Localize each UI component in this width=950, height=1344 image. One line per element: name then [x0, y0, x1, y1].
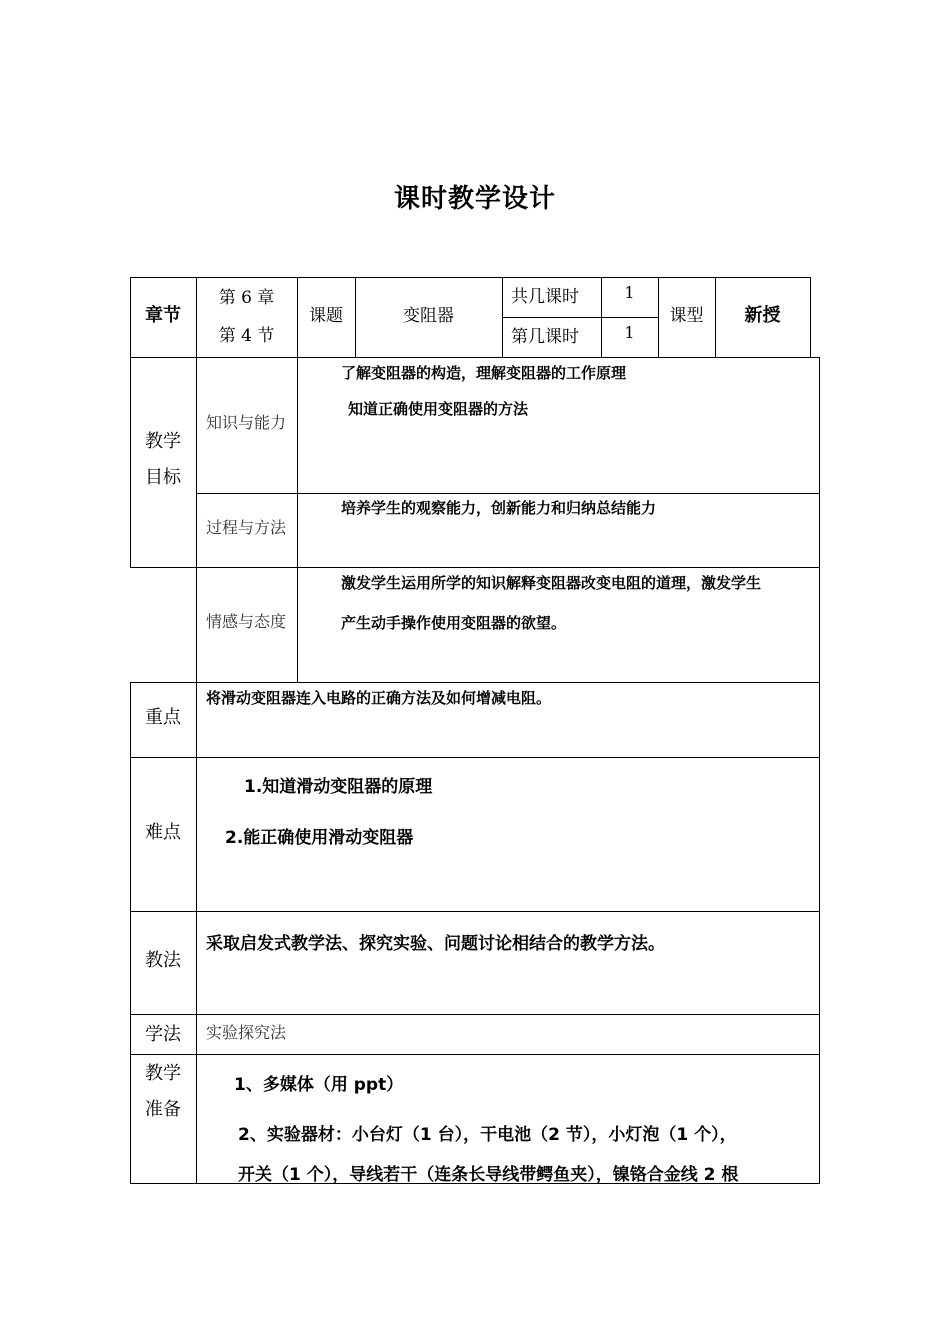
knowledge-text-2: 知道正确使用变阻器的方法	[348, 400, 529, 418]
lesson-type-value: 新授	[744, 305, 781, 326]
learning-method-text: 实验探究法	[206, 1023, 287, 1042]
knowledge-label: 知识与能力	[206, 413, 287, 432]
section-number: 第 4 节	[218, 326, 275, 346]
difficulty-text-2: 2.能正确使用滑动变阻器	[225, 828, 414, 848]
learning-method-label: 学法	[145, 1024, 181, 1045]
hour-number-label: 第几课时	[511, 327, 579, 347]
preparation-text-1: 1、多媒体（用 ppt）	[234, 1075, 404, 1095]
chapter-label: 章节	[145, 305, 181, 326]
difficulty-label: 难点	[145, 822, 181, 843]
chapter-number: 第 6 章	[218, 288, 275, 308]
topic-value: 变阻器	[403, 306, 454, 326]
hour-number-value: 1	[624, 323, 635, 342]
emotion-label: 情感与态度	[206, 612, 287, 631]
process-text: 培养学生的观察能力，创新能力和归纳总结能力	[341, 499, 657, 517]
objectives-label-line1: 教学	[145, 431, 181, 452]
difficulty-text-1: 1.知道滑动变阻器的原理	[244, 777, 433, 797]
key-point-label: 重点	[145, 707, 181, 728]
knowledge-text-1: 了解变阻器的构造，理解变阻器的工作原理	[341, 364, 627, 382]
teaching-method-label: 教法	[145, 950, 181, 971]
emotion-text-2: 产生动手操作使用变阻器的欲望。	[341, 614, 567, 632]
objectives-label-line2: 目标	[145, 467, 181, 488]
teaching-method-text: 采取启发式教学法、探究实验、问题讨论相结合的教学方法。	[206, 934, 665, 954]
total-hours-label: 共几课时	[511, 287, 579, 307]
key-point-text: 将滑动变阻器连入电路的正确方法及如何增减电阻。	[206, 689, 552, 707]
process-label: 过程与方法	[206, 518, 287, 537]
emotion-text-1: 激发学生运用所学的知识解释变阻器改变电阻的道理，激发学生	[341, 574, 762, 592]
page-title: 课时教学设计	[393, 184, 556, 214]
preparation-label-line2: 准备	[145, 1099, 181, 1120]
lesson-type-label: 课型	[669, 306, 704, 326]
preparation-label-line1: 教学	[145, 1063, 181, 1084]
preparation-text-3: 开关（1 个），导线若干（连条长导线带鳄鱼夹），镍铬合金线 2 根	[238, 1165, 739, 1185]
topic-label: 课题	[309, 306, 343, 326]
total-hours-value: 1	[624, 283, 635, 302]
preparation-text-2: 2、实验器材：小台灯（1 台），干电池（2 节），小灯泡（1 个），	[238, 1125, 737, 1145]
